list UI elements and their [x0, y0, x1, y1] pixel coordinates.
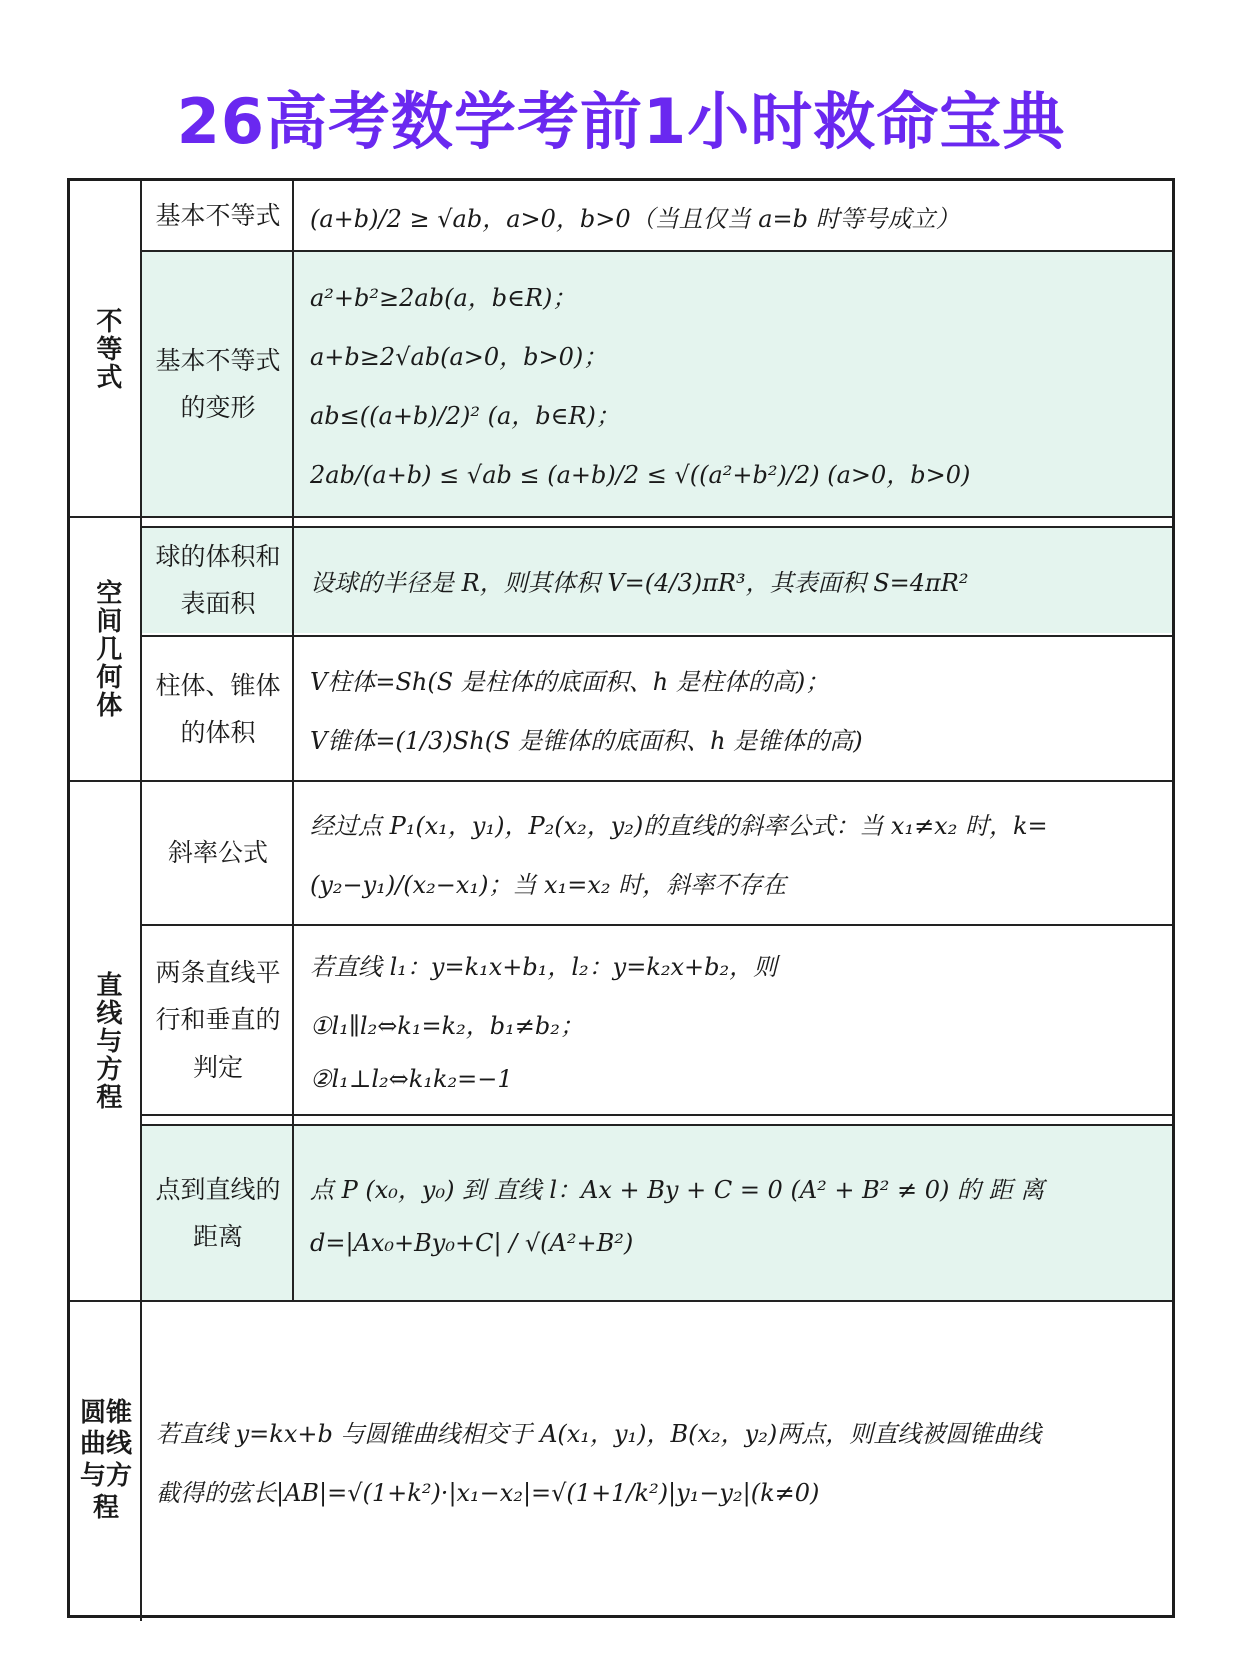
formula-line: 经过点 P₁(x₁，y₁)，P₂(x₂，y₂)的直线的斜率公式：当 x₁≠x₂ 时，k=	[310, 812, 1048, 840]
sub-point-line-distance: 点到直线的距离	[155, 1174, 281, 1251]
formula-line: a+b≥2√ab(a>0，b>0)；	[310, 343, 608, 371]
divider	[142, 1114, 1172, 1116]
divider	[142, 1124, 1172, 1126]
formula-sphere	[294, 527, 1172, 633]
formula-line: 若直线 y=kx+b 与圆锥曲线相交于 A(x₁，y₁)，B(x₂，y₂)两点，则直线被圆锥曲线	[156, 1420, 1042, 1448]
divider	[142, 526, 1172, 528]
formula-line: a²+b²≥2ab(a，b∈R)；	[310, 284, 577, 312]
formula-chord-length	[142, 1301, 1172, 1621]
divider	[292, 181, 294, 1301]
sub-parallel-perpendicular: 两条直线平行和垂直的判定	[155, 957, 281, 1082]
divider	[70, 1300, 1172, 1302]
formula-line: ①l₁∥l₂⇔k₁=k₂，b₁≠b₂；	[310, 1012, 584, 1040]
formula-line: V柱体=Sh(S 是柱体的底面积、h 是柱体的高)；	[310, 668, 830, 696]
formula-prism-pyramid	[294, 637, 1172, 781]
formula-point-line-distance	[294, 1125, 1172, 1301]
formula-line: 设球的半径是 R，则其体积 V=(4/3)πR³，其表面积 S=4πR²	[310, 568, 969, 597]
section-line-equation: 直线与方程	[91, 971, 122, 1111]
sub-slope: 斜率公式	[167, 838, 268, 868]
formula-line: 若直线 l₁：y=k₁x+b₁，l₂：y=k₂x+b₂，则	[310, 953, 778, 981]
formula-parallel-perpendicular	[294, 925, 1172, 1115]
formula-table	[67, 178, 1175, 1618]
sub-prism-pyramid: 柱体、锥体的体积	[155, 670, 281, 747]
divider	[70, 516, 1172, 518]
divider	[142, 924, 1172, 926]
section-inequality: 不等式	[91, 307, 122, 391]
formula-line: (a+b)/2 ≥ √ab，a>0，b>0（当且仅当 a=b 时等号成立）	[310, 204, 960, 233]
formula-line: ab≤((a+b)/2)² (a，b∈R)；	[310, 402, 620, 430]
formula-line: ②l₁⊥l₂⇔k₁k₂=−1	[310, 1065, 513, 1093]
formula-line: 2ab/(a+b) ≤ √ab ≤ (a+b)/2 ≤ √((a²+b²)/2) (a>0，b>0)	[310, 461, 971, 489]
section-conic: 圆锥曲线与方程	[80, 1397, 133, 1523]
divider	[140, 181, 142, 1621]
formula-line: V锥体=(1/3)Sh(S 是锥体的底面积、h 是锥体的高)	[310, 727, 863, 755]
divider	[142, 250, 1172, 252]
sub-sphere: 球的体积和表面积	[155, 541, 281, 618]
formula-line: 截得的弦长|AB|=√(1+k²)·|x₁−x₂|=√(1+1/k²)|y₁−y₂|(k≠0)	[156, 1479, 820, 1507]
sub-inequality-variants: 基本不等式的变形	[155, 345, 281, 422]
sub-basic-inequality: 基本不等式	[155, 201, 281, 231]
divider	[70, 780, 1172, 782]
formula-line: d=|Ax₀+By₀+C| / √(A²+B²)	[310, 1228, 634, 1257]
page-title: 26高考数学考前1小时救命宝典	[176, 85, 1066, 158]
formula-line: 点 P (x₀，y₀) 到 直线 l：Ax + By + C = 0 (A² + B² ≠ 0) 的 距 离	[310, 1175, 1045, 1204]
formula-line: (y₂−y₁)/(x₂−x₁)；当 x₁=x₂ 时，斜率不存在	[310, 871, 787, 899]
divider	[142, 635, 1172, 637]
section-solid-geometry: 空间几何体	[91, 579, 122, 719]
formula-slope	[294, 781, 1172, 925]
formula-basic-inequality	[294, 181, 1172, 251]
formula-inequality-variants	[294, 251, 1172, 517]
